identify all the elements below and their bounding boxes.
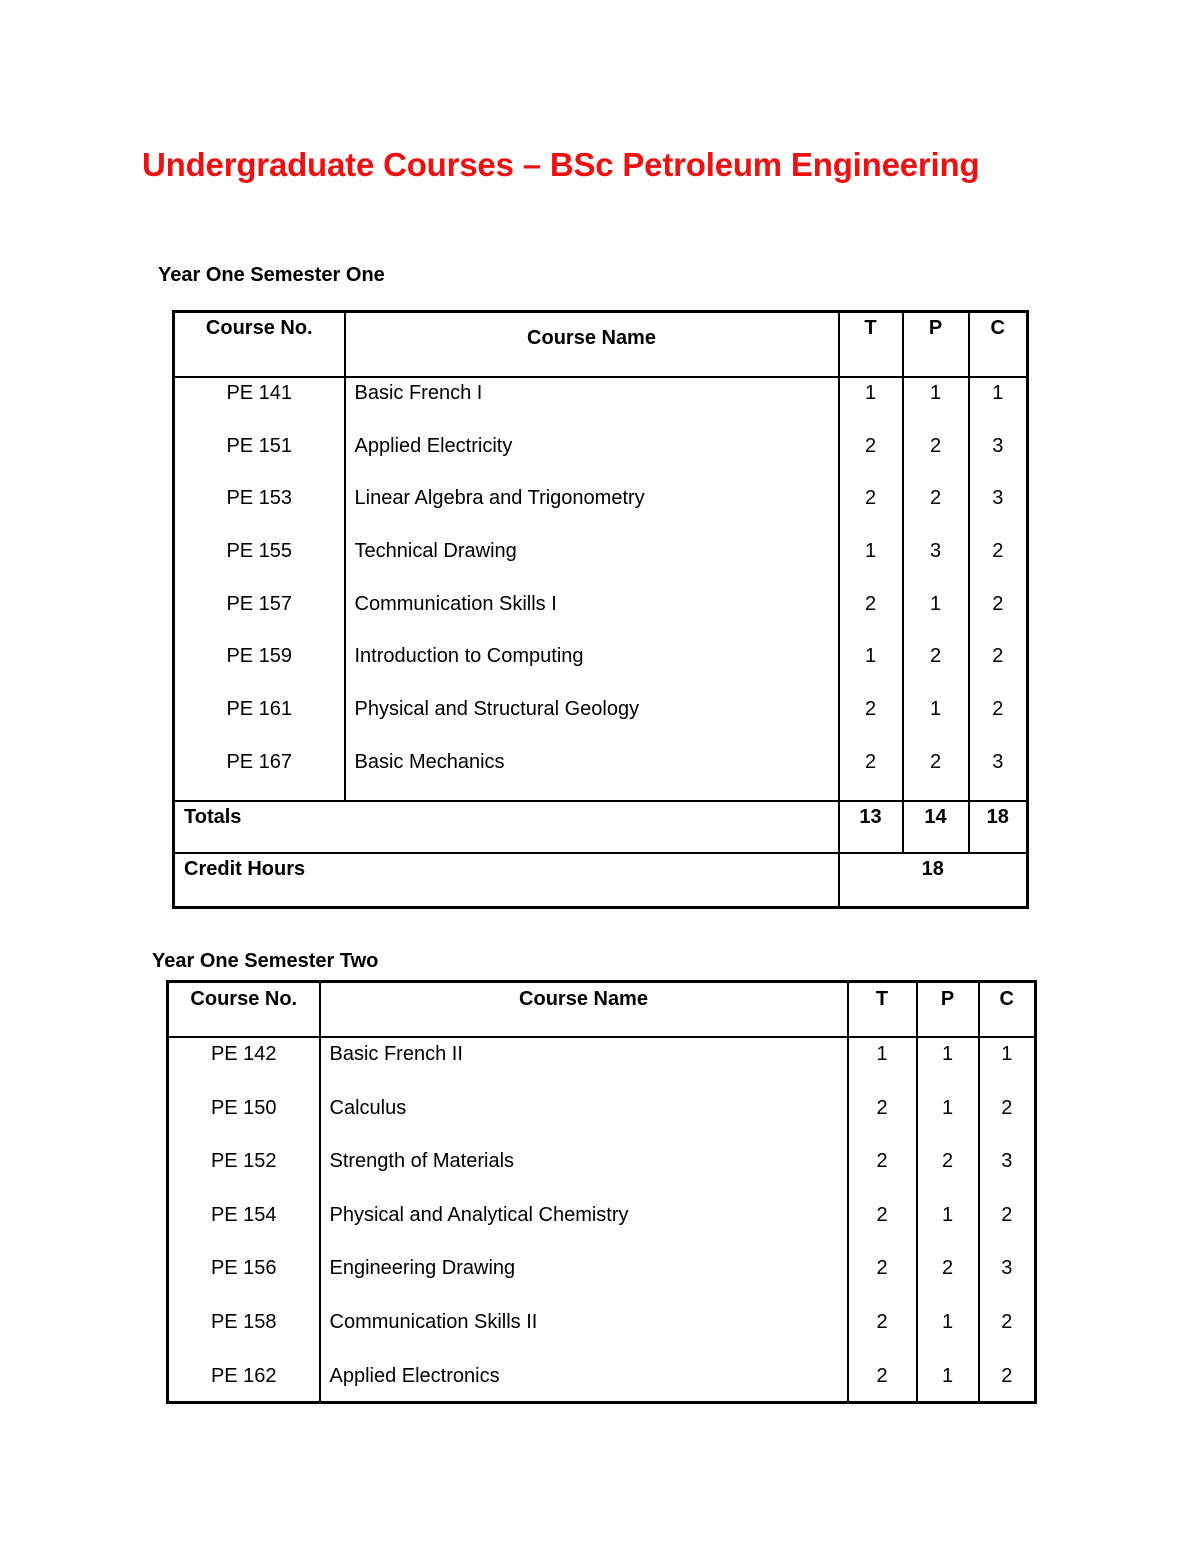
t-cell: 2 (848, 1199, 917, 1253)
course-name-cell: Engineering Drawing (320, 1252, 848, 1306)
course-no-cell: PE 141 (226, 382, 293, 404)
table-header-row (174, 312, 1028, 378)
course-no-cell: PE 155 (226, 540, 293, 563)
t-cell: 2 (839, 694, 903, 747)
totals-label: Totals (174, 801, 839, 853)
course-no-cell: PE 151 (226, 434, 293, 457)
t-cell: 2 (848, 1092, 917, 1146)
course-no-cell: PE 152 (210, 1150, 277, 1173)
t-cell: 2 (848, 1306, 917, 1360)
credit-hours-row (174, 853, 1028, 908)
t-cell: 2 (839, 431, 903, 484)
course-name-cell: Applied Electronics (320, 1360, 848, 1403)
c-cell: 2 (969, 694, 1028, 747)
p-cell: 2 (917, 1145, 979, 1199)
course-no-cell: PE 154 (210, 1203, 277, 1226)
column-header-course-name: Course Name (345, 312, 839, 378)
table-row (174, 431, 1028, 484)
p-cell: 1 (903, 694, 969, 747)
course-name-cell: Introduction to Computing (345, 641, 839, 694)
p-cell: 3 (903, 536, 969, 589)
p-cell: 1 (903, 589, 969, 642)
semester-two-table (166, 980, 1037, 1404)
course-name-cell: Communication Skills II (320, 1306, 848, 1360)
t-cell: 1 (839, 377, 903, 431)
p-cell: 2 (917, 1252, 979, 1306)
table-row (174, 536, 1028, 589)
course-name-cell: Physical and Structural Geology (345, 694, 839, 747)
course-no-cell: PE 156 (210, 1257, 277, 1280)
t-cell: 2 (839, 483, 903, 536)
p-cell: 1 (917, 1092, 979, 1146)
c-cell: 3 (969, 431, 1028, 484)
totals-t: 13 (839, 801, 903, 853)
course-no-cell: PE 142 (210, 1043, 277, 1065)
course-no-cell: PE 157 (226, 592, 293, 615)
c-cell: 2 (979, 1092, 1036, 1146)
course-name-cell: Technical Drawing (345, 536, 839, 589)
column-header-course-name: Course Name (320, 982, 848, 1038)
table-row (174, 377, 1028, 431)
table-row (168, 1037, 1036, 1092)
c-cell: 3 (979, 1252, 1036, 1306)
table-row (168, 1199, 1036, 1253)
t-cell: 2 (848, 1252, 917, 1306)
totals-row (174, 801, 1028, 853)
p-cell: 1 (917, 1360, 979, 1403)
t-cell: 2 (848, 1360, 917, 1403)
column-header-t: T (848, 982, 917, 1038)
course-name-cell: Physical and Analytical Chemistry (320, 1199, 848, 1253)
course-no-cell: PE 161 (226, 698, 293, 721)
t-cell: 1 (839, 536, 903, 589)
table-row (174, 747, 1028, 801)
p-cell: 1 (917, 1037, 979, 1092)
credit-hours-label: Credit Hours (184, 857, 306, 880)
t-cell: 2 (839, 747, 903, 801)
semester-two-heading: Year One Semester Two (152, 950, 379, 972)
c-cell: 1 (979, 1037, 1036, 1092)
p-cell: 1 (917, 1199, 979, 1253)
column-header-p: P (903, 312, 969, 378)
p-cell: 2 (903, 747, 969, 801)
p-cell: 2 (903, 431, 969, 484)
semester-one-table (172, 310, 1029, 909)
c-cell: 3 (969, 483, 1028, 536)
p-cell: 1 (903, 377, 969, 431)
table-header-row (168, 982, 1036, 1038)
course-name-cell: Communication Skills I (345, 589, 839, 642)
column-header-course-no: Course No. (174, 312, 345, 378)
course-name-cell: Calculus (320, 1092, 848, 1146)
table-row (168, 1306, 1036, 1360)
course-name-cell: Basic Mechanics (345, 747, 839, 801)
c-cell: 3 (969, 747, 1028, 801)
c-cell: 2 (969, 589, 1028, 642)
page-title: Undergraduate Courses – BSc Petroleum Engineering (142, 146, 980, 183)
course-no-cell: PE 167 (174, 747, 345, 801)
table-row (168, 1092, 1036, 1146)
table-row (168, 1145, 1036, 1199)
column-header-c: C (979, 982, 1036, 1038)
c-cell: 2 (979, 1360, 1036, 1403)
course-no-cell: PE 158 (210, 1310, 277, 1333)
table-row (174, 641, 1028, 694)
credit-hours-value: 18 (839, 853, 1028, 908)
t-cell: 1 (839, 641, 903, 694)
course-name-cell: Strength of Materials (320, 1145, 848, 1199)
table-row (174, 694, 1028, 747)
course-no-cell: PE 162 (210, 1364, 277, 1387)
column-header-t: T (839, 312, 903, 378)
c-cell: 1 (969, 377, 1028, 431)
c-cell: 2 (969, 536, 1028, 589)
column-header-course-no: Course No. (168, 982, 320, 1038)
c-cell: 3 (979, 1145, 1036, 1199)
table-row (174, 483, 1028, 536)
table-row (174, 589, 1028, 642)
totals-p: 14 (903, 801, 969, 853)
t-cell: 1 (848, 1037, 917, 1092)
table-row (168, 1360, 1036, 1403)
p-cell: 2 (903, 641, 969, 694)
course-no-cell: PE 153 (226, 487, 293, 510)
semester-one-heading: Year One Semester One (158, 264, 385, 286)
course-name-cell: Linear Algebra and Trigonometry (345, 483, 839, 536)
p-cell: 1 (917, 1306, 979, 1360)
course-no-cell: PE 159 (226, 645, 293, 668)
course-name-cell: Applied Electricity (345, 431, 839, 484)
t-cell: 2 (839, 589, 903, 642)
c-cell: 2 (979, 1306, 1036, 1360)
totals-c: 18 (969, 801, 1028, 853)
course-name-cell: Basic French II (320, 1037, 848, 1092)
course-no-cell: PE 150 (210, 1096, 277, 1119)
column-header-c: C (969, 312, 1028, 378)
c-cell: 2 (979, 1199, 1036, 1253)
p-cell: 2 (903, 483, 969, 536)
t-cell: 2 (848, 1145, 917, 1199)
c-cell: 2 (969, 641, 1028, 694)
course-name-cell: Basic French I (345, 377, 839, 431)
column-header-p: P (917, 982, 979, 1038)
table-row (168, 1252, 1036, 1306)
